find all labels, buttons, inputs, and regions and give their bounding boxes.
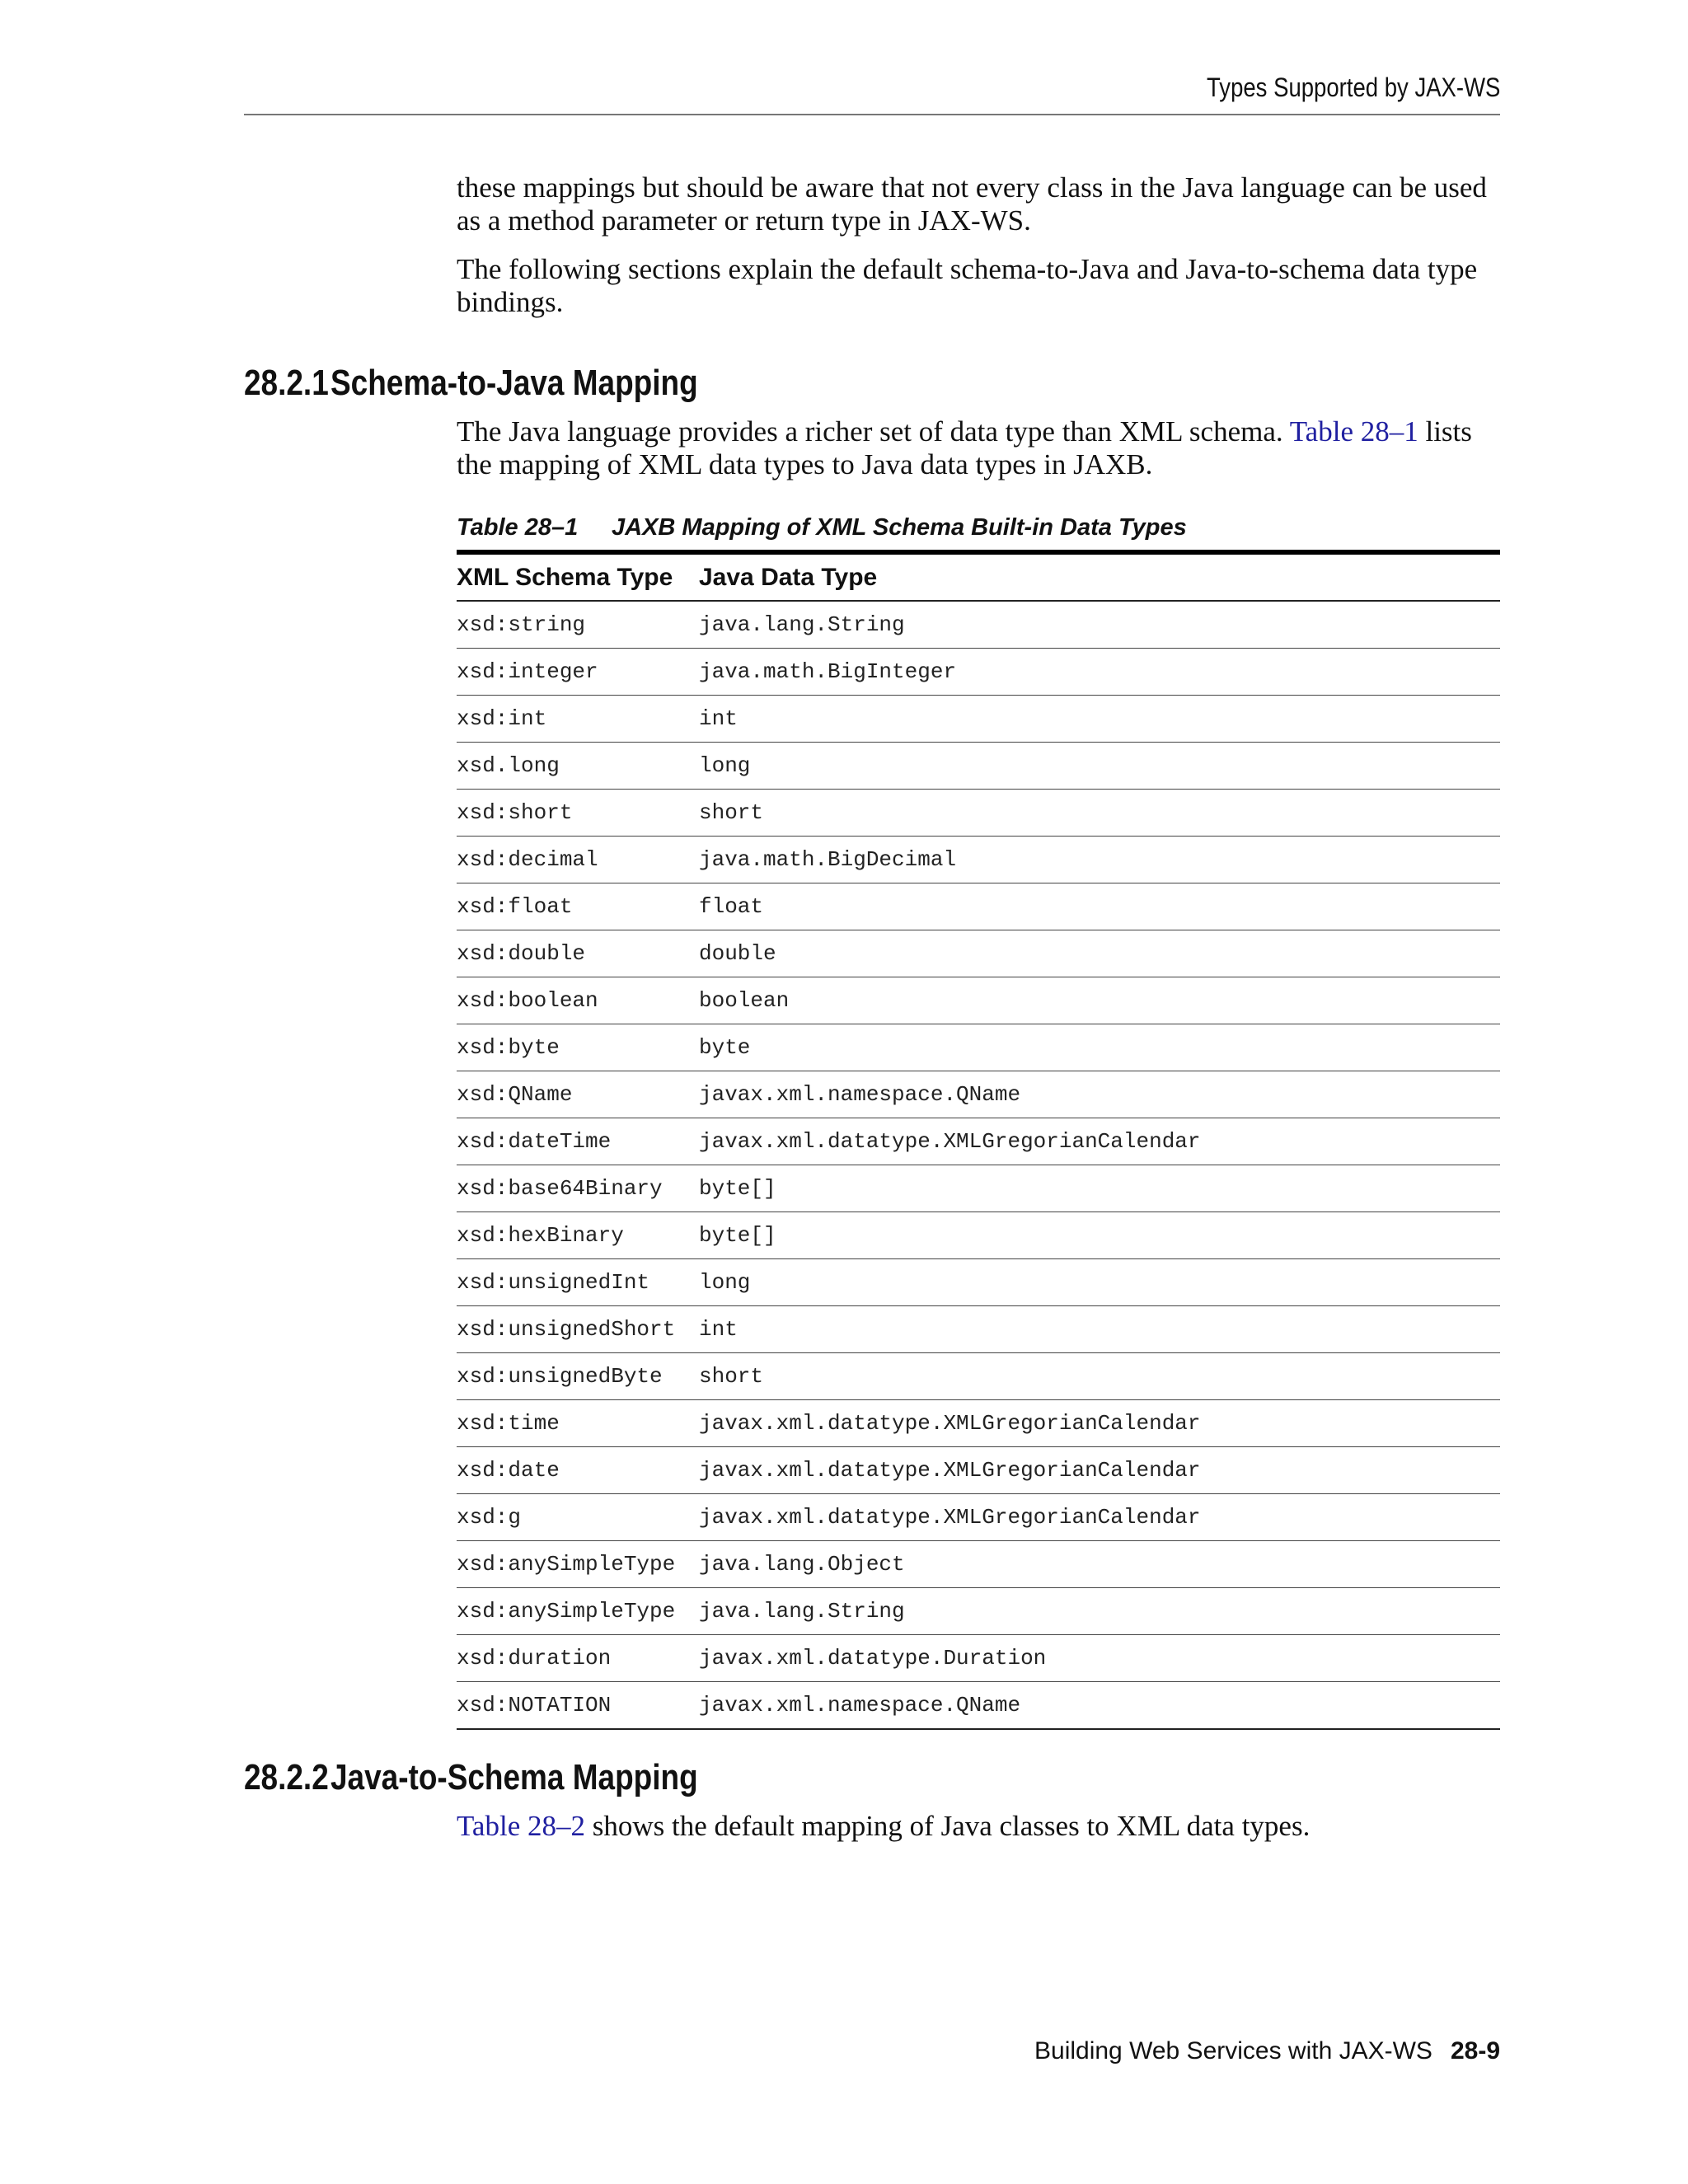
cell-java-data-type: long bbox=[699, 1270, 751, 1295]
table-header-row bbox=[457, 555, 1500, 602]
cell-java-data-type: byte[] bbox=[699, 1176, 776, 1201]
table-28-1-link[interactable]: Table 28–1 bbox=[1289, 415, 1418, 448]
cell-java-data-type: java.lang.Object bbox=[699, 1552, 905, 1577]
cell-xml-schema-type: xsd:unsignedByte bbox=[457, 1364, 663, 1389]
table-row bbox=[457, 789, 1500, 836]
intro-paragraph-1: these mappings but should be aware that not every class in the Java language can be used as a method parameter or return type in JAX-WS. bbox=[457, 171, 1487, 237]
cell-java-data-type: byte bbox=[699, 1035, 751, 1060]
section-title: Java-to-Schema Mapping bbox=[331, 1757, 698, 1797]
table-row bbox=[457, 1493, 1500, 1540]
cell-xml-schema-type: xsd.long bbox=[457, 753, 560, 778]
section-heading-schema-to-java bbox=[244, 363, 1213, 404]
cell-xml-schema-type: xsd:base64Binary bbox=[457, 1176, 663, 1201]
table-row bbox=[457, 742, 1500, 789]
table-caption-title: JAXB Mapping of XML Schema Built-in Data Types bbox=[612, 514, 1187, 541]
table-row bbox=[457, 1024, 1500, 1071]
section1-text-after: lists the mapping of XML data types to Java data types in JAXB. bbox=[457, 415, 1472, 480]
table-body bbox=[457, 602, 1500, 1728]
table-row bbox=[457, 1212, 1500, 1258]
cell-xml-schema-type: xsd:int bbox=[457, 706, 547, 731]
table-row bbox=[457, 1165, 1500, 1212]
table-row bbox=[457, 930, 1500, 977]
page-footer bbox=[1034, 2037, 1500, 2065]
table-row bbox=[457, 1258, 1500, 1305]
cell-xml-schema-type: xsd:dateTime bbox=[457, 1129, 612, 1154]
cell-xml-schema-type: xsd:integer bbox=[457, 659, 598, 684]
cell-xml-schema-type: xsd:hexBinary bbox=[457, 1223, 624, 1248]
cell-java-data-type: byte[] bbox=[699, 1223, 776, 1248]
page-number: 28-9 bbox=[1450, 2037, 1500, 2064]
cell-java-data-type: float bbox=[699, 894, 764, 919]
mapping-table bbox=[457, 550, 1500, 1730]
cell-xml-schema-type: xsd:string bbox=[457, 612, 586, 637]
table-row bbox=[457, 836, 1500, 883]
table-row bbox=[457, 883, 1500, 930]
column-header-xml-schema-type: XML Schema Type bbox=[457, 563, 673, 591]
cell-java-data-type: short bbox=[699, 800, 764, 825]
table-row bbox=[457, 1634, 1500, 1681]
cell-java-data-type: javax.xml.datatype.XMLGregorianCalendar bbox=[699, 1411, 1201, 1436]
cell-java-data-type: double bbox=[699, 941, 776, 966]
table-row bbox=[457, 1446, 1500, 1493]
section2-paragraph bbox=[457, 1810, 1500, 1843]
cell-java-data-type: javax.xml.datatype.XMLGregorianCalendar bbox=[699, 1129, 1201, 1154]
table-28-2-link[interactable]: Table 28–2 bbox=[457, 1810, 585, 1842]
table-row bbox=[457, 648, 1500, 695]
table-row bbox=[457, 1305, 1500, 1352]
intro-paragraph-2: The following sections explain the default schema-to-Java and Java-to-schema data type bindings. bbox=[457, 253, 1478, 318]
cell-xml-schema-type: xsd:g bbox=[457, 1505, 522, 1530]
table-caption-number: Table 28–1 bbox=[457, 514, 579, 541]
cell-java-data-type: short bbox=[699, 1364, 764, 1389]
cell-xml-schema-type: xsd:duration bbox=[457, 1646, 612, 1671]
table-row bbox=[457, 1118, 1500, 1165]
cell-java-data-type: java.lang.String bbox=[699, 612, 905, 637]
cell-xml-schema-type: xsd:decimal bbox=[457, 847, 598, 872]
running-header: Types Supported by JAX-WS bbox=[1206, 73, 1500, 102]
table-caption bbox=[457, 513, 1500, 542]
cell-java-data-type: int bbox=[699, 706, 738, 731]
cell-xml-schema-type: xsd:double bbox=[457, 941, 586, 966]
cell-java-data-type: java.lang.String bbox=[699, 1599, 905, 1624]
cell-java-data-type: java.math.BigInteger bbox=[699, 659, 957, 684]
column-header-java-data-type: Java Data Type bbox=[699, 563, 878, 591]
cell-java-data-type: javax.xml.datatype.XMLGregorianCalendar bbox=[699, 1505, 1201, 1530]
section-title: Schema-to-Java Mapping bbox=[331, 363, 698, 403]
table-row bbox=[457, 1071, 1500, 1118]
table-row bbox=[457, 1587, 1500, 1634]
section-heading-java-to-schema bbox=[244, 1757, 1213, 1798]
cell-xml-schema-type: xsd:QName bbox=[457, 1082, 573, 1107]
section-number: 28.2.2 bbox=[244, 1757, 329, 1797]
cell-xml-schema-type: xsd:anySimpleType bbox=[457, 1599, 676, 1624]
cell-java-data-type: javax.xml.datatype.Duration bbox=[699, 1646, 1047, 1671]
cell-xml-schema-type: xsd:short bbox=[457, 800, 573, 825]
cell-java-data-type: javax.xml.namespace.QName bbox=[699, 1693, 1021, 1718]
section1-text-before: The Java language provides a richer set of data type than XML schema. bbox=[457, 415, 1290, 448]
cell-java-data-type: long bbox=[699, 753, 751, 778]
cell-xml-schema-type: xsd:float bbox=[457, 894, 573, 919]
cell-xml-schema-type: xsd:byte bbox=[457, 1035, 560, 1060]
table-row bbox=[457, 1399, 1500, 1446]
footer-book-title: Building Web Services with JAX-WS bbox=[1034, 2037, 1432, 2064]
table-row bbox=[457, 602, 1500, 648]
table-row bbox=[457, 695, 1500, 742]
cell-xml-schema-type: xsd:time bbox=[457, 1411, 560, 1436]
table-row bbox=[457, 977, 1500, 1024]
cell-xml-schema-type: xsd:unsignedInt bbox=[457, 1270, 650, 1295]
cell-java-data-type: javax.xml.namespace.QName bbox=[699, 1082, 1021, 1107]
cell-xml-schema-type: xsd:date bbox=[457, 1458, 560, 1483]
cell-xml-schema-type: xsd:anySimpleType bbox=[457, 1552, 676, 1577]
cell-java-data-type: boolean bbox=[699, 988, 790, 1013]
cell-java-data-type: int bbox=[699, 1317, 738, 1342]
cell-xml-schema-type: xsd:boolean bbox=[457, 988, 598, 1013]
header-rule bbox=[244, 114, 1500, 115]
table-row bbox=[457, 1540, 1500, 1587]
cell-java-data-type: javax.xml.datatype.XMLGregorianCalendar bbox=[699, 1458, 1201, 1483]
section1-paragraph bbox=[457, 415, 1500, 481]
section2-text-after: shows the default mapping of Java classes to XML data types. bbox=[584, 1810, 1311, 1842]
cell-xml-schema-type: xsd:unsignedShort bbox=[457, 1317, 676, 1342]
table-row bbox=[457, 1681, 1500, 1728]
section-number: 28.2.1 bbox=[244, 363, 329, 403]
cell-java-data-type: java.math.BigDecimal bbox=[699, 847, 957, 872]
table-row bbox=[457, 1352, 1500, 1399]
cell-xml-schema-type: xsd:NOTATION bbox=[457, 1693, 612, 1718]
